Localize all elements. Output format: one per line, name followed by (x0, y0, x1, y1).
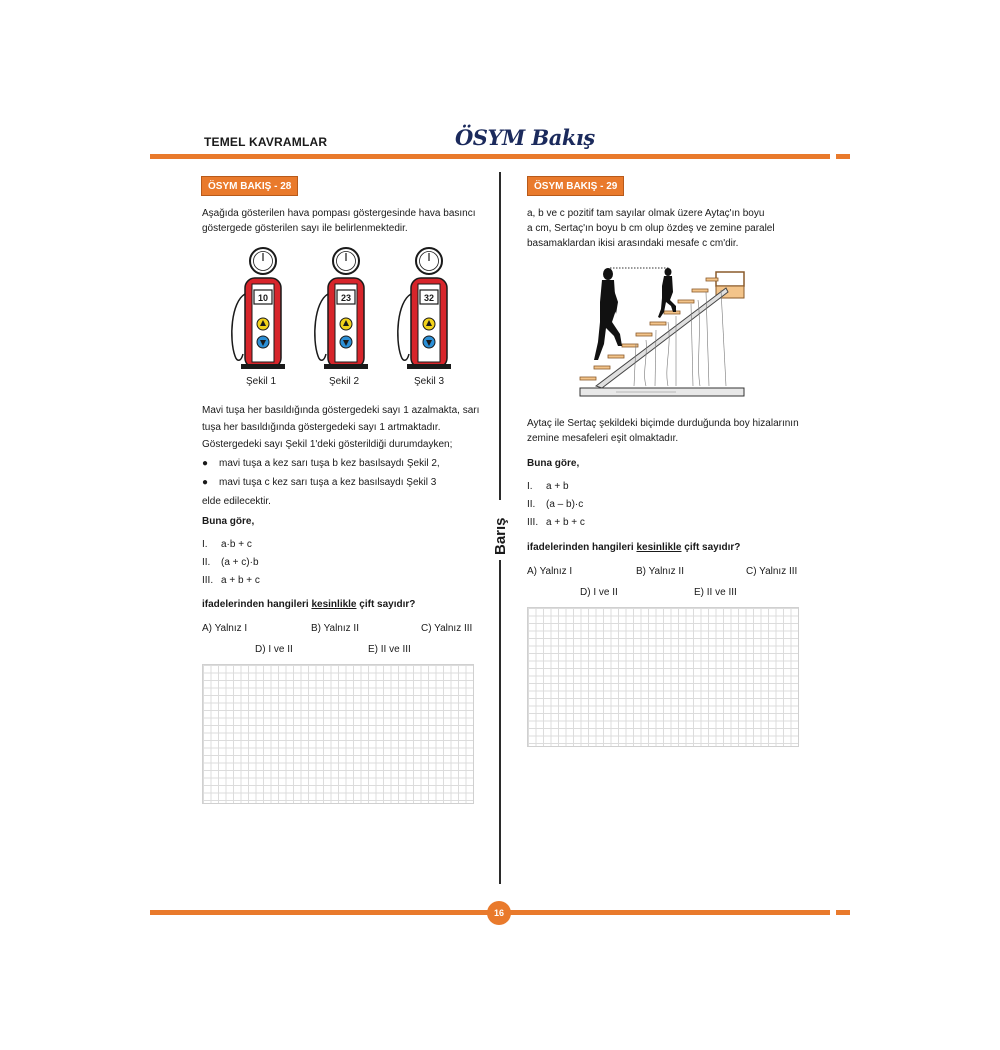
section-title: TEMEL KAVRAMLAR (204, 135, 328, 149)
q28-p4: elde edilecektir. (202, 496, 271, 507)
q29-option-c[interactable]: C) Yalnız III (746, 566, 798, 577)
q29-scratch-grid (527, 607, 799, 747)
q29-item-2: II. (a – b)·c (527, 499, 584, 510)
vertical-brand-text: Barış (492, 517, 509, 555)
staircase-illustration (576, 262, 748, 404)
q28-option-d[interactable]: D) I ve II (255, 644, 293, 655)
q29-item-3: III. a + b + c (527, 517, 585, 528)
q28-bullet-2: ● mavi tuşa c kez sarı tuşa a kez basılsaydı Şekil 3 (202, 474, 497, 491)
pump-1-value: 10 (257, 293, 269, 303)
q28-item-2: II. (a + c)·b (202, 557, 259, 568)
pump-1-label: Şekil 1 (245, 376, 277, 387)
brand-logo: ÖSYM Bakış (455, 125, 595, 150)
pump-3-label: Şekil 3 (413, 376, 445, 387)
q29-question: ifadelerinden hangileri kesinlikle çift sayıdır? (527, 542, 741, 553)
q28-p1: Mavi tuşa her basıldığında göstergedeki sayı 1 azalmakta, sarı (202, 405, 480, 416)
q29-option-d[interactable]: D) I ve II (580, 587, 618, 598)
pump-2-label: Şekil 2 (328, 376, 360, 387)
air-pump-3 (398, 248, 451, 369)
q29-p2: zemine mesafeleri eşit olmaktadır. (527, 433, 679, 444)
pump-2-value: 23 (340, 293, 352, 303)
q29-intro-line3: basamaklardan ikisi arasındaki mesafe c cm'dir. (527, 238, 739, 249)
q28-option-e[interactable]: E) II ve III (368, 644, 411, 655)
pump-3-value: 32 (423, 293, 435, 303)
q29-option-b[interactable]: B) Yalnız II (636, 566, 684, 577)
question-28-badge: ÖSYM BAKIŞ - 28 (201, 176, 298, 196)
q28-option-c[interactable]: C) Yalnız III (421, 623, 473, 634)
q28-option-b[interactable]: B) Yalnız II (311, 623, 359, 634)
page-number: 16 (487, 901, 511, 925)
q29-p1: Aytaç ile Sertaç şekildeki biçimde durduğunda boy hizalarının (527, 418, 799, 429)
header-bar (150, 154, 830, 159)
q28-body (202, 402, 497, 510)
person-tall-silhouette (594, 268, 622, 360)
air-pump-1 (232, 248, 285, 369)
q29-intro-line1: a, b ve c pozitif tam sayılar olmak üzere Aytaç'ın boyu (527, 208, 765, 219)
q29-option-e[interactable]: E) II ve III (694, 587, 737, 598)
q28-option-a[interactable]: A) Yalnız I (202, 623, 248, 634)
q29-option-a[interactable]: A) Yalnız I (527, 566, 573, 577)
q29-buna: Buna göre, (527, 458, 580, 469)
q28-bullet-1: ● mavi tuşa a kez sarı tuşa b kez basılsaydı Şekil 2, (202, 455, 497, 472)
q28-item-3: III. a + b + c (202, 575, 260, 586)
q28-intro-line2: göstergede gösterilen sayı ile belirlenmektedir. (202, 223, 408, 234)
q28-intro (202, 206, 492, 236)
footer-bar-end (836, 910, 850, 915)
q28-question: ifadelerinden hangileri kesinlikle çift sayıdır? (202, 599, 416, 610)
q28-buna: Buna göre, (202, 516, 255, 527)
air-pump-figures (215, 244, 465, 389)
q29-item-1: I. a + b (527, 481, 569, 492)
bullet-dot: ● (202, 458, 209, 469)
person-short-silhouette (658, 268, 676, 318)
bullet-dot: ● (202, 477, 209, 488)
q28-p2: tuşa her basıldığında göstergedeki sayı 1 artmaktadır. (202, 422, 441, 433)
q29-items (527, 478, 585, 532)
q29-intro-line2: a cm, Sertaç'ın boyu b cm olup özdeş ve zemine paralel (527, 223, 775, 234)
header-bar-end (836, 154, 850, 159)
q28-intro-line1: Aşağıda gösterilen hava pompası göstergesinde hava basıncı (202, 208, 476, 219)
q28-p3: Göstergedeki sayı Şekil 1'deki gösterildiği durumdayken; (202, 439, 453, 450)
question-29-badge: ÖSYM BAKIŞ - 29 (527, 176, 624, 196)
q29-body (527, 416, 822, 446)
q28-item-1: I. a·b + c (202, 539, 252, 550)
air-pump-2 (315, 248, 368, 369)
q29-intro (527, 206, 817, 251)
q28-items (202, 536, 260, 590)
q28-scratch-grid (202, 664, 474, 804)
